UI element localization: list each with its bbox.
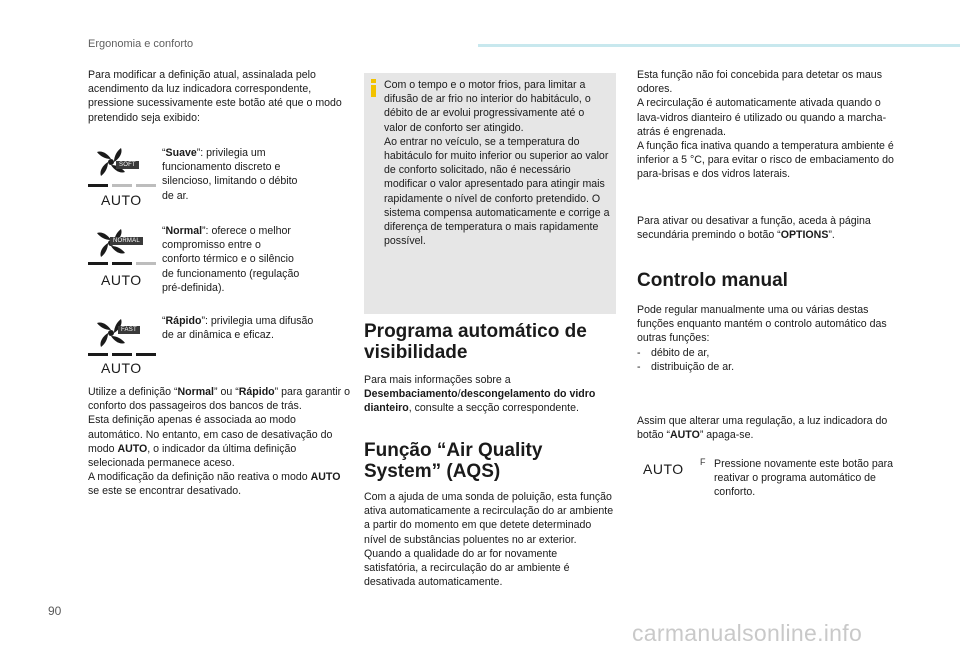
paragraph: Esta definição apenas é associada ao modo automático. No entanto, em caso de desativação do modo AUTO, o indicador da última definição selecionada permanece aceso. <box>88 414 333 470</box>
aqs-body <box>364 490 614 589</box>
mode-tag: SOFT <box>116 161 139 169</box>
section-title: Ergonomia e conforto <box>88 38 194 50</box>
step-text: Pressione novamente este botão para reativar o programa automático de conforto. <box>714 458 894 499</box>
manual-list <box>637 346 899 374</box>
paragraph: A função fica inativa quando a temperatura ambiente é inferior a 5 °C, para evitar o risco de embaciamento do para-brisas e dos vidros laterais. <box>637 140 894 181</box>
paragraph: Quando a qualidade do ar for novamente satisfatória, a recirculação do ar ambiente é desativada automaticamente. <box>364 547 570 589</box>
col3-body <box>637 68 899 182</box>
level-bar <box>112 262 132 265</box>
auto-label: AUTO <box>101 192 142 208</box>
watermark: carmanualsonline.info <box>632 620 863 646</box>
auto-label: AUTO <box>101 272 142 288</box>
level-bar <box>88 353 108 356</box>
heading-aqs: Função “Air Quality System” (AQS) <box>364 440 543 482</box>
level-bar <box>88 262 108 265</box>
mode-description: “Suave”: privilegia um funcionamento discreto e silencioso, limitando o débito de ar. <box>162 147 298 202</box>
visibility-paragraph: Para mais informações sobre a Desembaciamento/descongelamento do vidro dianteiro, consulte a secção correspondente. <box>364 374 596 415</box>
level-bar <box>136 353 156 356</box>
paragraph: A recirculação é automaticamente ativada quando o lava-vidros dianteiro é utilizado ou quando a marcha-atrás é engrenada. <box>637 97 887 138</box>
note-paragraph: Com o tempo e o motor frios, para limitar a difusão de ar frio no interior do habitáculo, o débito de ar evolui progressivamente até o valor de conforto ser atingido. <box>384 79 591 134</box>
intro-paragraph: Para modificar a definição atual, assinalada pelo acendimento da luz indicadora correspondente, pressione sucessivamente este botão até que o modo pretendido seja exibido: <box>88 69 342 124</box>
mode-tag: FAST <box>118 326 140 334</box>
info-icon <box>370 79 377 97</box>
auto-button-label: AUTO <box>643 461 684 477</box>
paragraph: A modificação da definição não reativa o modo AUTO se este se encontrar desativado. <box>88 471 341 498</box>
level-bar <box>136 262 156 265</box>
paragraph: Utilize a definição “Normal” ou “Rápido” para garantir o conforto dos passageiros dos bancos de trás. <box>88 386 351 413</box>
mode-description: “Rápido”: privilegia uma difusão de ar dinâmica e eficaz. <box>162 315 314 342</box>
list-item: - distribuição de ar. <box>637 361 735 374</box>
level-bar <box>112 353 132 356</box>
step-marker-icon: F <box>700 457 706 467</box>
auto-label: AUTO <box>101 360 142 376</box>
level-bar <box>88 184 108 187</box>
header-accent-bar <box>478 44 960 47</box>
note-text <box>384 78 610 248</box>
level-bar <box>136 184 156 187</box>
col1-body <box>88 385 350 499</box>
auto-off-paragraph: Assim que alterar uma regulação, a luz indicadora do botão “AUTO” apaga-se. <box>637 415 888 442</box>
paragraph: Com a ajuda de uma sonda de poluição, esta função ativa automaticamente a recirculação do ar ambiente a partir do momento em que detete determinado nível de substâncias poluentes no ar exterior. <box>364 491 614 546</box>
heading-manual: Controlo manual <box>637 270 788 291</box>
options-paragraph: Para ativar ou desativar a função, aceda à página secundária premindo o botão “OPTIONS”. <box>637 215 871 242</box>
level-bar <box>112 184 132 187</box>
mode-description: “Normal”: oferece o melhor compromisso entre o conforto térmico e o silêncio de funcionamento (regulação pré-definida). <box>162 225 300 294</box>
page-number: 90 <box>48 604 62 618</box>
manual-intro: Pode regular manualmente uma ou várias destas funções enquanto mantém o controlo automático das outras funções: <box>637 304 887 345</box>
list-item: - débito de ar, <box>637 347 710 359</box>
info-note-box <box>364 73 616 314</box>
note-paragraph: Ao entrar no veículo, se a temperatura do habitáculo for muito inferior ou superior ao valor de conforto solicitado, não é necessário modificar o valor apresentado para atingir mais rapidamente o nível de conforto pretendido. O sistema compensa automaticamente e corrige a diferença de temperatura o mais rapidamente possível. <box>384 135 610 248</box>
paragraph: Esta função não foi concebida para detetar os maus odores. <box>637 69 882 96</box>
mode-tag: NORMAL <box>110 237 143 245</box>
heading-visibility: Programa automático de visibilidade <box>364 321 587 363</box>
